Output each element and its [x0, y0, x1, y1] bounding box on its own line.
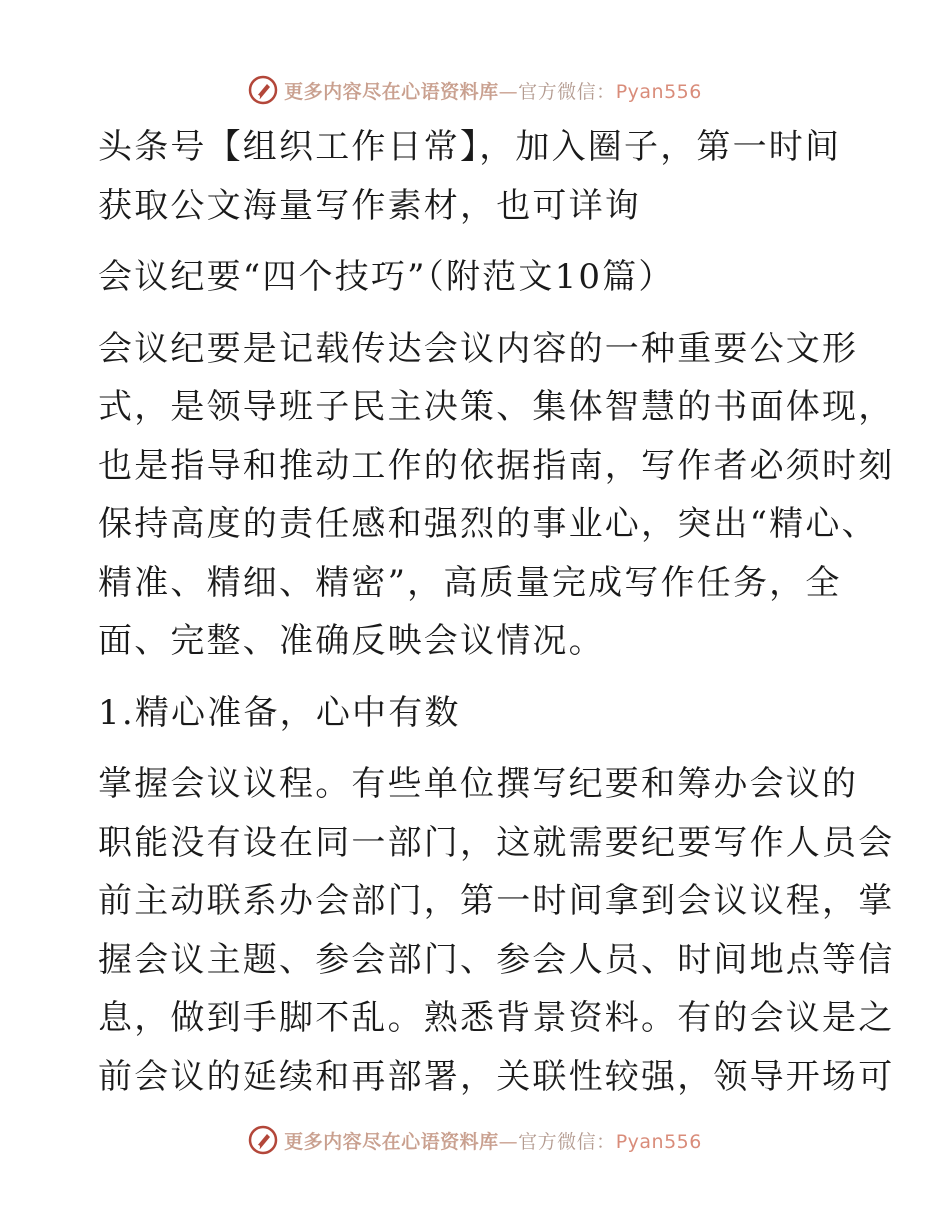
watermark-text [284, 77, 702, 104]
document-body [98, 118, 895, 1106]
watermark-dash: — [498, 1130, 519, 1153]
watermark-text [284, 1127, 702, 1154]
watermark-label: 官方微信： [518, 80, 616, 103]
text-line: 前主动联系办会部门，第一时间拿到会议议程，掌 [98, 881, 895, 921]
paragraph-title [98, 248, 858, 307]
text-line: 头条号【组织工作日常】，加入圈子，第一时间 [98, 127, 842, 167]
section-heading: 1.精心准备，心中有数 [98, 692, 461, 733]
watermark-brand: 更多内容尽在心语资料库 [284, 1130, 499, 1153]
watermark-wechat-id: Pyan556 [615, 80, 702, 103]
text-line: 面、完整、准确反映会议情况。 [98, 621, 605, 661]
text-line: 掌握会议议程。有些单位撰写纪要和筹办会议的 [98, 764, 859, 804]
watermark-wechat-id: Pyan556 [615, 1130, 702, 1153]
text-line: 保持高度的责任感和强烈的事业心，突出“精心、 [98, 504, 878, 544]
watermark-label: 官方微信： [518, 1130, 616, 1153]
text-line: 精准、精细、精密”，高质量完成写作任务，全 [98, 562, 842, 603]
watermark-header [0, 70, 950, 110]
text-line: 会议纪要是记载传达会议内容的一种重要公文形 [98, 328, 859, 369]
paragraph-section-body [98, 755, 895, 1106]
paragraph-intro [98, 118, 858, 235]
text-line: 式，是领导班子民主决策、集体智慧的书面体现， [98, 387, 895, 427]
pen-logo-icon [248, 75, 278, 105]
text-line: 也是指导和推动工作的依据指南，写作者必须时刻 [98, 445, 895, 486]
text-line: 获取公文海量写作素材，也可详询 [98, 185, 641, 226]
pen-logo-icon [248, 1125, 278, 1155]
text-line: 前会议的延续和再部署，关联性较强，领导开场可 [98, 1056, 895, 1097]
document-title: 会议纪要“四个技巧”（附范文10篇） [98, 257, 675, 297]
paragraph-overview [98, 320, 895, 671]
paragraph-section-heading [98, 684, 858, 743]
watermark-footer [0, 1120, 950, 1160]
text-line: 职能没有设在同一部门，这就需要纪要写作人员会 [98, 822, 895, 863]
watermark-dash: — [498, 80, 519, 103]
watermark-brand: 更多内容尽在心语资料库 [284, 80, 499, 103]
text-line: 握会议主题、参会部门、参会人员、时间地点等信 [98, 939, 895, 980]
text-line: 息，做到手脚不乱。熟悉背景资料。有的会议是之 [98, 998, 895, 1038]
